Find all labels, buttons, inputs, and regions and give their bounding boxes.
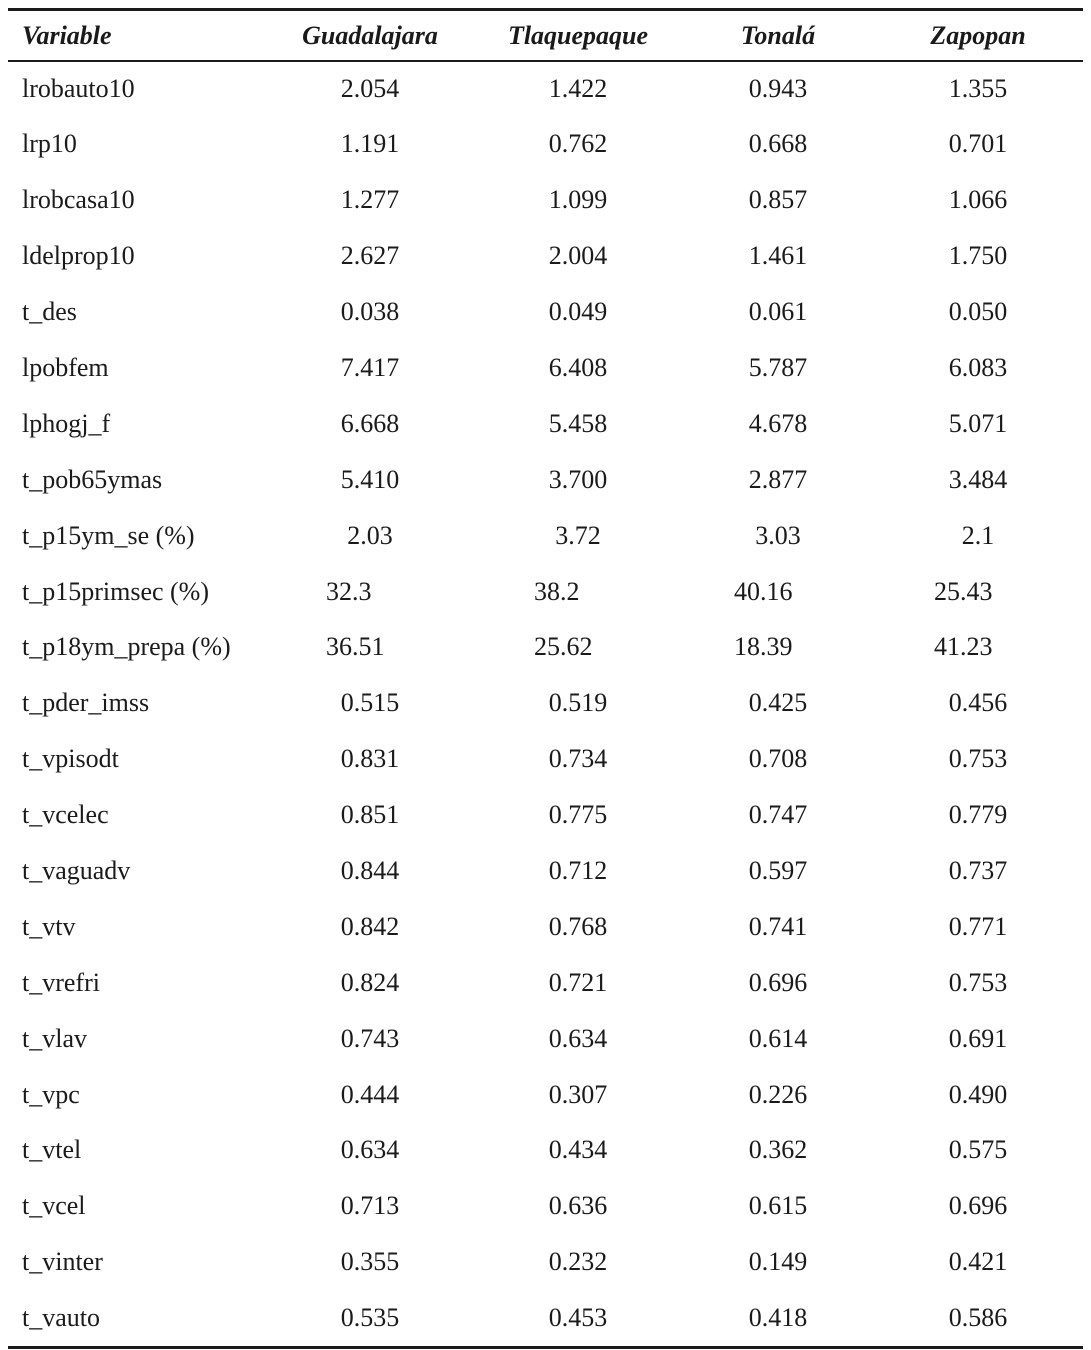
cell-variable: t_vtel: [22, 1135, 82, 1165]
cell-tonala: 4.678: [748, 408, 808, 438]
table-row: [8, 675, 1083, 731]
table-row: [8, 787, 1083, 843]
cell-tonala: 0.597: [748, 856, 808, 886]
cell-tonala: 0.741: [748, 911, 808, 941]
cell-guadalajara: 0.634: [340, 1135, 400, 1165]
cell-zapopan: 0.575: [948, 1135, 1008, 1165]
cell-guadalajara: 0.851: [340, 800, 400, 830]
cell-zapopan: 0.421: [948, 1247, 1008, 1277]
cell-guadalajara: 2.054: [340, 74, 400, 103]
cell-tlaquepaque: 0.775: [548, 800, 608, 830]
cell-tonala: 3.03: [755, 520, 801, 550]
cell-zapopan: 0.771: [948, 911, 1008, 941]
cell-guadalajara: 0.355: [340, 1247, 400, 1277]
cell-zapopan: 0.753: [948, 744, 1008, 774]
cell-zapopan: 1.750: [948, 241, 1008, 271]
header-variable: Variable: [22, 20, 112, 50]
table-row: [8, 508, 1083, 564]
cell-tlaquepaque: 3.72: [555, 520, 601, 550]
cell-zapopan: 1.066: [948, 185, 1008, 215]
cell-tlaquepaque: 1.099: [548, 185, 608, 215]
cell-guadalajara: 0.743: [340, 1023, 400, 1053]
cell-tonala: 0.708: [748, 744, 808, 774]
cell-zapopan: 0.737: [948, 856, 1008, 886]
cell-zapopan: 0.701: [948, 129, 1008, 159]
cell-zapopan: 2.1: [961, 520, 995, 550]
cell-guadalajara: 2.627: [340, 241, 400, 271]
cell-tlaquepaque: 0.434: [548, 1135, 608, 1165]
cell-tlaquepaque: 0.721: [548, 967, 608, 997]
header-tlaquepaque: Tlaquepaque: [507, 20, 649, 50]
cell-zapopan: 0.490: [948, 1079, 1008, 1109]
cell-tlaquepaque: 0.636: [548, 1191, 608, 1221]
cell-zapopan: 0.753: [948, 967, 1008, 997]
cell-tonala: 0.226: [748, 1079, 808, 1109]
cell-variable: t_vrefri: [22, 967, 100, 997]
cell-tonala: 0.615: [748, 1191, 808, 1221]
table-row: [8, 117, 1083, 173]
cell-tlaquepaque: 2.004: [548, 241, 608, 271]
cell-tlaquepaque: 0.768: [548, 911, 608, 941]
cell-tlaquepaque: 3.700: [548, 464, 608, 494]
cell-variable: t_vpc: [22, 1079, 80, 1109]
cell-tlaquepaque: 38.2: [534, 576, 580, 606]
cell-zapopan: 0.050: [948, 297, 1008, 327]
cell-guadalajara: 2.03: [347, 520, 393, 550]
cell-tonala: 0.747: [748, 800, 808, 830]
header-tonala: Tonalá: [740, 20, 816, 50]
cell-guadalajara: 0.038: [340, 297, 400, 327]
table-row: [8, 1011, 1083, 1067]
cell-tlaquepaque: 0.519: [548, 688, 608, 718]
cell-tlaquepaque: 0.762: [548, 129, 608, 159]
cell-variable: t_des: [22, 297, 77, 327]
cell-zapopan: 25.43: [934, 576, 993, 606]
data-table: [8, 8, 1083, 1349]
cell-zapopan: 0.696: [948, 1191, 1008, 1221]
cell-tlaquepaque: 0.307: [548, 1079, 608, 1109]
cell-variable: lrobcasa10: [22, 185, 135, 215]
cell-tlaquepaque: 0.734: [548, 744, 608, 774]
cell-guadalajara: 0.831: [340, 744, 400, 774]
cell-zapopan: 6.083: [948, 353, 1008, 382]
cell-zapopan: 0.779: [948, 800, 1008, 830]
cell-variable: t_pob65ymas: [22, 464, 163, 494]
cell-tlaquepaque: 25.62: [534, 632, 593, 662]
cell-tlaquepaque: 0.049: [548, 297, 608, 327]
cell-tonala: 0.668: [748, 129, 808, 159]
table-row: [8, 1290, 1083, 1346]
header-zapopan: Zapopan: [930, 20, 1026, 50]
cell-tonala: 1.461: [748, 241, 808, 271]
table-row: [8, 899, 1083, 955]
cell-tonala: 18.39: [734, 632, 793, 662]
table-row: [8, 843, 1083, 899]
cell-tonala: 0.425: [748, 688, 808, 718]
table-row: [8, 1067, 1083, 1123]
cell-zapopan: 0.456: [948, 688, 1008, 718]
cell-guadalajara: 0.444: [340, 1079, 400, 1109]
table-row: [8, 955, 1083, 1011]
cell-tonala: 2.877: [748, 464, 808, 494]
cell-guadalajara: 1.191: [340, 129, 400, 159]
cell-variable: lphogj_f: [22, 408, 111, 438]
cell-guadalajara: 32.3: [326, 576, 372, 606]
cell-tonala: 0.696: [748, 967, 808, 997]
table-row: [8, 1123, 1083, 1179]
cell-variable: t_vinter: [22, 1247, 103, 1277]
cell-tlaquepaque: 0.232: [548, 1247, 608, 1277]
cell-zapopan: 5.071: [948, 408, 1008, 438]
cell-zapopan: 1.355: [948, 74, 1008, 103]
cell-variable: t_vaguadv: [22, 856, 131, 886]
cell-variable: lpobfem: [22, 353, 109, 382]
cell-guadalajara: 0.515: [340, 688, 400, 718]
cell-guadalajara: 36.51: [326, 632, 385, 662]
cell-tonala: 5.787: [748, 353, 808, 382]
cell-tonala: 0.857: [748, 185, 808, 215]
cell-guadalajara: 0.842: [340, 911, 400, 941]
cell-guadalajara: 0.844: [340, 856, 400, 886]
cell-tonala: 0.418: [748, 1303, 808, 1333]
table-row: [8, 284, 1083, 340]
cell-guadalajara: 5.410: [340, 464, 400, 494]
table-row: [8, 731, 1083, 787]
cell-variable: t_vpisodt: [22, 744, 119, 774]
cell-guadalajara: 0.535: [340, 1303, 400, 1333]
cell-tlaquepaque: 5.458: [548, 408, 608, 438]
cell-guadalajara: 6.668: [340, 408, 400, 438]
cell-tlaquepaque: 0.634: [548, 1023, 608, 1053]
cell-tonala: 0.362: [748, 1135, 808, 1165]
table-row: [8, 172, 1083, 228]
table-header-row: [8, 11, 1083, 60]
cell-variable: ldelprop10: [22, 241, 135, 271]
cell-tonala: 0.614: [748, 1023, 808, 1053]
table-row: [8, 1178, 1083, 1234]
cell-tlaquepaque: 1.422: [548, 74, 608, 103]
cell-tlaquepaque: 0.712: [548, 856, 608, 886]
cell-guadalajara: 0.824: [340, 967, 400, 997]
cell-tlaquepaque: 6.408: [548, 353, 608, 382]
cell-variable: t_vauto: [22, 1303, 100, 1333]
cell-zapopan: 41.23: [934, 632, 993, 662]
cell-tonala: 40.16: [734, 576, 793, 606]
table-body: [8, 62, 1083, 1347]
table-row: [8, 564, 1083, 620]
cell-zapopan: 0.691: [948, 1023, 1008, 1053]
table-row: [8, 340, 1083, 396]
cell-variable: t_p18ym_prepa (%): [22, 632, 231, 662]
cell-tonala: 0.061: [748, 297, 808, 327]
cell-tonala: 0.943: [748, 74, 808, 103]
table-row: [8, 1234, 1083, 1290]
cell-zapopan: 0.586: [948, 1303, 1008, 1333]
header-guadalajara: Guadalajara: [302, 20, 438, 50]
table-row: [8, 396, 1083, 452]
table-bottom-rule: [8, 1346, 1083, 1349]
table-row: [8, 228, 1083, 284]
cell-variable: lrobauto10: [22, 74, 135, 103]
cell-variable: t_vcelec: [22, 800, 109, 830]
cell-zapopan: 3.484: [948, 464, 1008, 494]
cell-variable: t_vtv: [22, 911, 76, 941]
cell-tlaquepaque: 0.453: [548, 1303, 608, 1333]
cell-guadalajara: 7.417: [340, 353, 400, 382]
cell-variable: t_vcel: [22, 1191, 86, 1221]
table-row: [8, 452, 1083, 508]
cell-variable: t_vlav: [22, 1023, 87, 1053]
table-row: [8, 620, 1083, 676]
table-row: [8, 62, 1083, 117]
cell-variable: t_p15primsec (%): [22, 576, 210, 606]
cell-tonala: 0.149: [748, 1247, 808, 1277]
cell-guadalajara: 0.713: [340, 1191, 400, 1221]
cell-variable: t_p15ym_se (%): [22, 520, 195, 550]
cell-variable: t_pder_imss: [22, 688, 150, 718]
cell-guadalajara: 1.277: [340, 185, 400, 215]
cell-variable: lrp10: [22, 129, 77, 159]
